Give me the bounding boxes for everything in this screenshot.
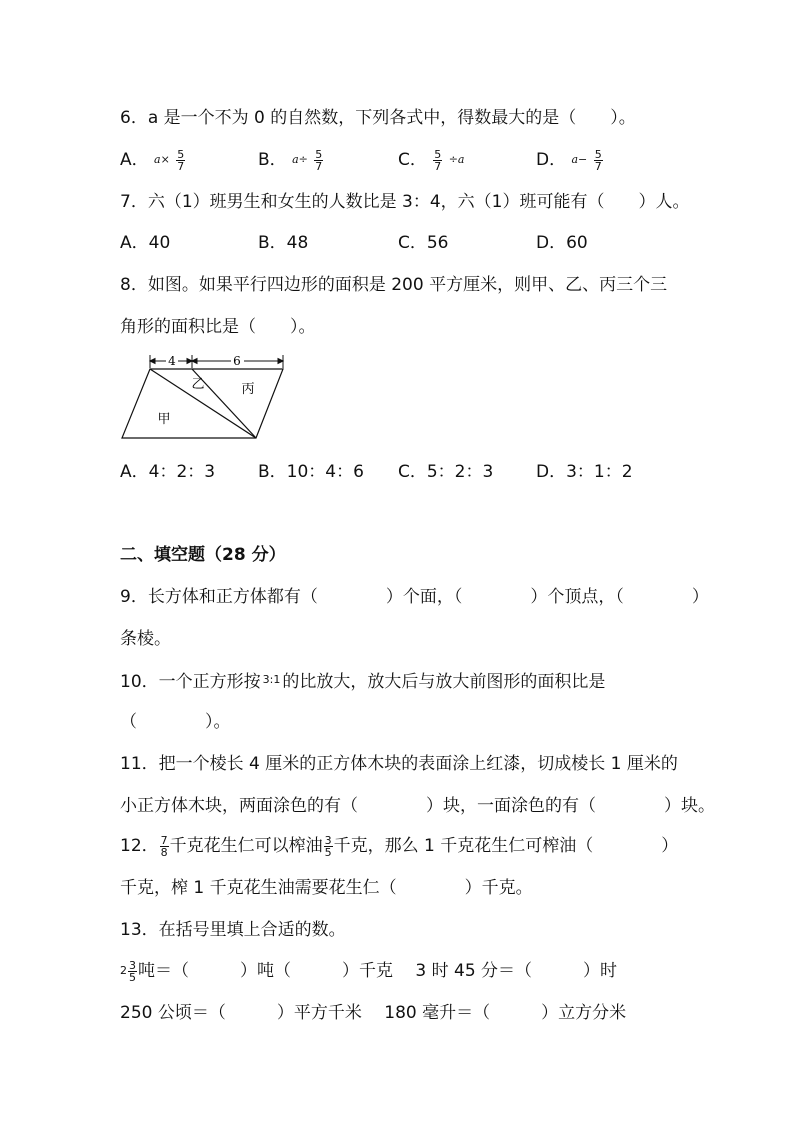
- q7-option-b: B．48: [258, 233, 309, 253]
- q8-option-c: C．5：2：3: [398, 462, 494, 482]
- q6-option-b: B． a÷ $\frac{5}{7}$: [258, 147, 323, 173]
- q7-option-a: A．40: [120, 233, 171, 253]
- dim-arrow-1: [150, 359, 155, 364]
- q12-line1: 12． $\frac{7}{8}$ 千克花生仁可以榨油 $\frac{3}{5}$ 千克，那么 1 千克花生仁可榨油（ ）: [120, 833, 679, 859]
- q8-option-b: B．10：4：6: [258, 462, 364, 482]
- q6-option-c-fraction: $\frac{5}{7}$: [434, 147, 442, 173]
- q13-stem: 13．在括号里填上合适的数。: [120, 920, 346, 940]
- q6-option-a-pre: a×: [154, 153, 170, 166]
- q12-fraction-1: $\frac{7}{8}$: [160, 833, 168, 859]
- q13-row2: 250 公顷＝（ ）平方千米 180 毫升＝（ ）立方分米: [120, 1003, 627, 1023]
- q6-option-d-pre: a−: [571, 153, 588, 166]
- q11-line1: 11．把一个棱长 4 厘米的正方体木块的表面涂上红漆，切成棱长 1 厘米的: [120, 754, 678, 774]
- label-bing: 丙: [241, 382, 255, 397]
- q8-option-a: A．4：2：3: [120, 462, 216, 482]
- q6-option-b-fraction: $\frac{5}{7}$: [315, 147, 323, 173]
- q6-stem: 6．a 是一个不为 0 的自然数，下列各式中，得数最大的是（ ）。: [120, 108, 636, 128]
- q6-option-a: A． a× $\frac{5}{7}$: [120, 147, 185, 173]
- q9-line1: 9．长方体和正方体都有（ ）个面，（ ）个顶点，（ ）: [120, 587, 709, 607]
- q6-option-d: D． a− $\frac{5}{7}$: [536, 147, 602, 173]
- dim-arrow-4: [278, 359, 283, 364]
- q6-option-c: C． $\frac{5}{7}$ ÷a: [398, 147, 465, 173]
- dim-label-right: 6: [233, 354, 241, 368]
- q7-option-d: D．60: [536, 233, 588, 253]
- q8-stem-line2: 角形的面积比是（ ）。: [120, 317, 316, 337]
- q7-stem: 7．六（1）班男生和女生的人数比是 3：4，六（1）班可能有（ ）人。: [120, 192, 690, 212]
- q9-line2: 条棱。: [120, 629, 171, 649]
- q6-option-c-post: ÷a: [448, 153, 465, 166]
- label-yi: 乙: [191, 377, 205, 392]
- q6-option-b-pre: a÷: [292, 153, 308, 166]
- q13-mixed-fraction: $\frac{3}{5}$: [129, 958, 136, 984]
- q11-line2: 小正方体木块，两面涂色的有（ ）块，一面涂色的有（ ）块。: [120, 796, 715, 816]
- q13-mixed-whole: 2: [120, 964, 127, 977]
- q10-line1: 10．一个正方形按 $^{3:1}$ 的比放大，放大后与放大前图形的面积比是: [120, 672, 606, 692]
- q12-line2: 千克，榨 1 千克花生油需要花生仁（ ）千克。: [120, 878, 533, 898]
- q8-option-d: D．3：1：2: [536, 462, 633, 482]
- q12-fraction-2: $\frac{3}{5}$: [324, 833, 332, 859]
- dim-arrow-3: [192, 359, 197, 364]
- section-title: 二、填空题（28 分）: [120, 545, 286, 565]
- q10-line2: （ ）。: [120, 712, 231, 732]
- dim-label-left: 4: [168, 354, 176, 368]
- label-jia: 甲: [157, 412, 171, 427]
- q13-row1: 2 $\frac{3}{5}$ 吨＝（ ）吨（ ）千克 3 时 45 分＝（ ）时: [120, 958, 618, 984]
- q10-ratio: 3:1: [262, 673, 281, 686]
- q8-parallelogram-figure: [116, 350, 296, 450]
- q8-stem-line1: 8．如图。如果平行四边形的面积是 200 平方厘米，则甲、乙、丙三个三: [120, 275, 668, 295]
- q6-option-d-fraction: $\frac{5}{7}$: [594, 147, 602, 173]
- q7-option-c: C．56: [398, 233, 449, 253]
- q6-option-a-fraction: $\frac{5}{7}$: [177, 147, 185, 173]
